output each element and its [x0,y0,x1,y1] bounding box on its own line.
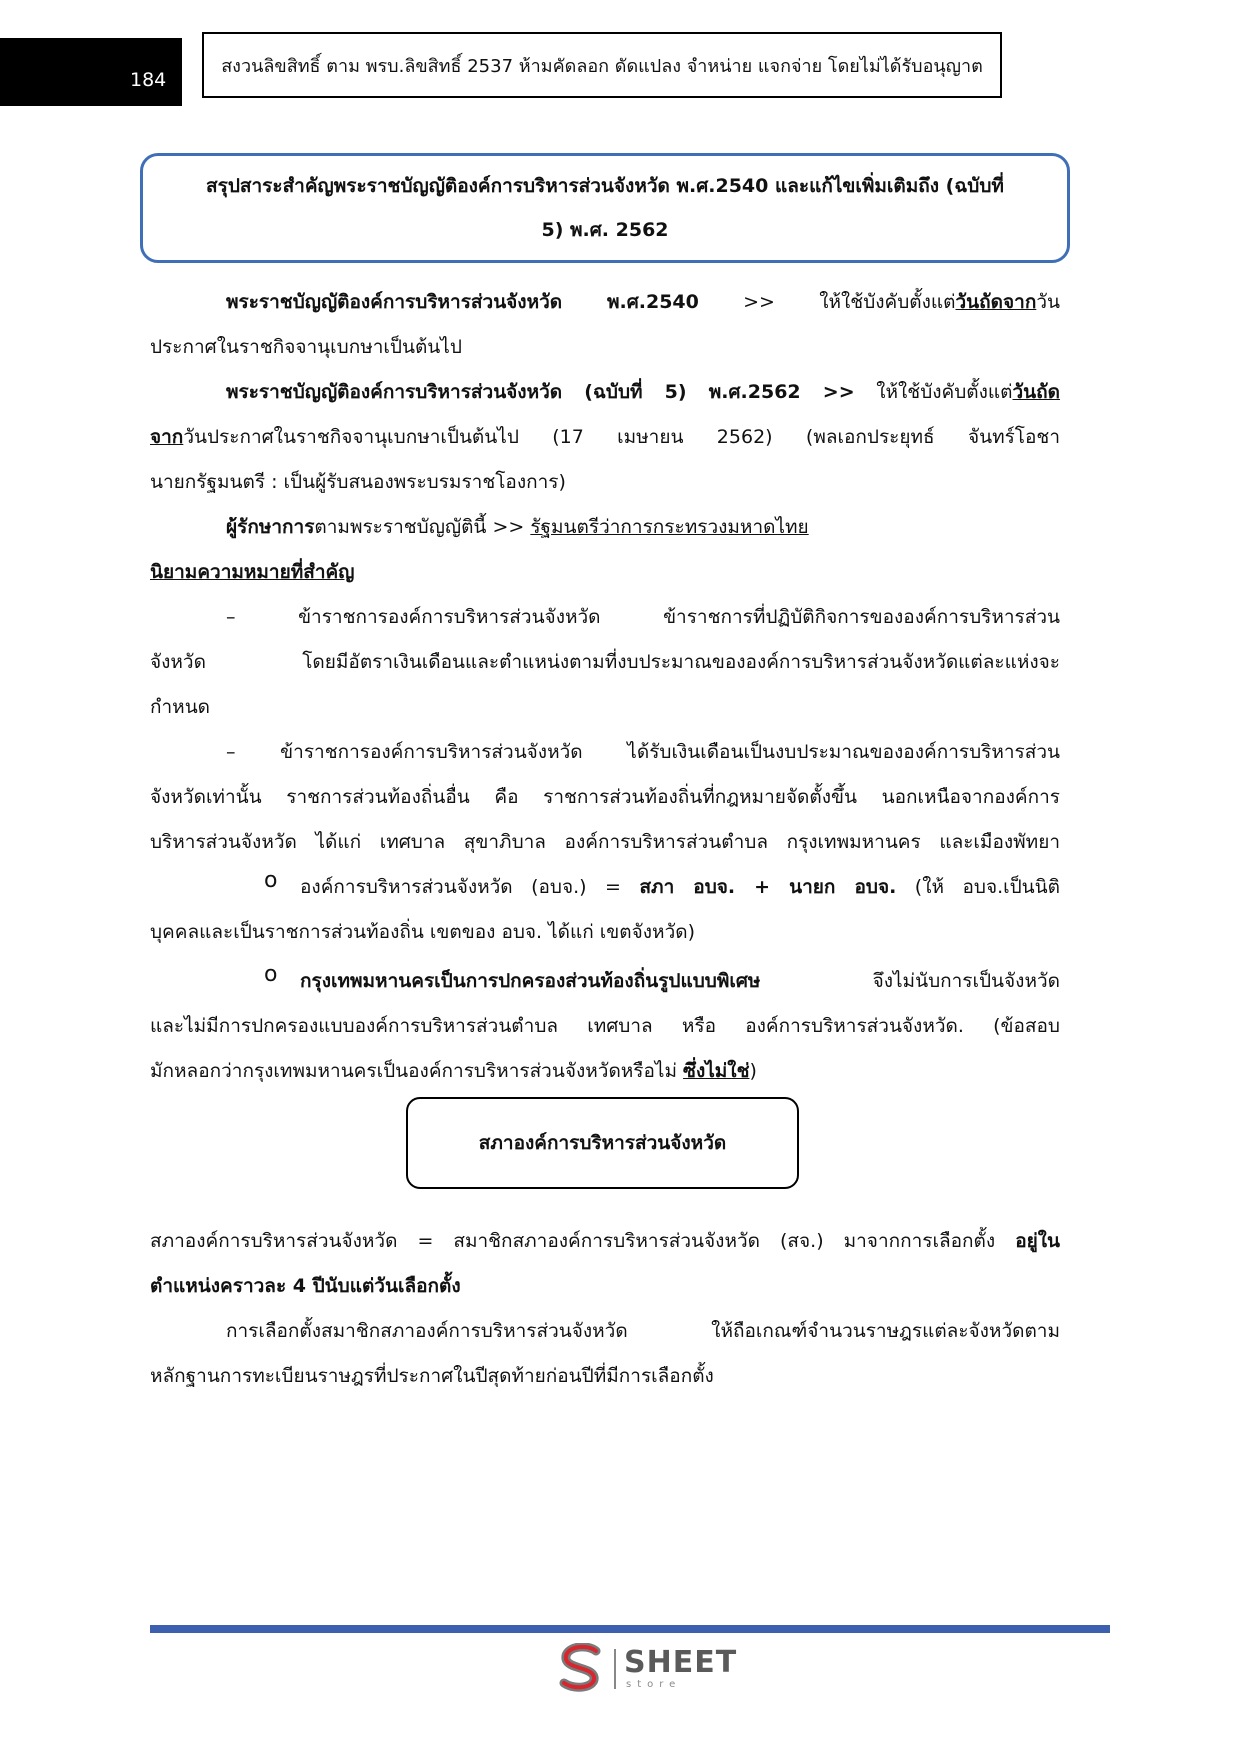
bullet-2-bold: กรุงเทพมหานครเป็นการปกครองส่วนท้องถิ่นรูปแบบพิเศษ [300,970,761,992]
copyright-notice [202,32,1002,98]
act-2562-paragraph [226,377,1060,407]
document-title-box [140,153,1070,263]
bullet-2-line-3 [150,1056,757,1086]
bullet-2-line-1 [300,966,1060,996]
act-2562-next-day: วันถัด [1012,381,1060,403]
act-2562-from: จาก [150,426,184,448]
definitions-heading [150,557,354,587]
logo-divider [614,1649,616,1689]
act-2540-paragraph [226,287,1060,317]
bullet-2-marker: o [264,962,278,987]
definition-1-line-2: จังหวัด โดยมีอัตราเงินเดือนและตำแหน่งตามที่งบประมาณขององค์การบริหารส่วนจังหวัดแต่ละแห่งจะ [150,651,1060,673]
bullet-1-bold: สภา อบจ. + นายก อบจ. [639,876,897,898]
definition-2-line-3: บริหารส่วนจังหวัด ได้แก่ เทศบาล สุขาภิบาล องค์การบริหารส่วนตำบล กรุงเทพมหานคร และเมืองพัทยา [150,831,1060,853]
election-line-2: หลักฐานการทะเบียนราษฎรที่ประกาศในปีสุดท้ายก่อนปีที่มีการเลือกตั้ง [150,1365,714,1387]
definition-1-line-1: – ข้าราชการองค์การบริหารส่วนจังหวัด ข้าราชการที่ปฏิบัติกิจการขององค์การบริหารส่วน [226,606,1060,628]
bullet-1-line-2: บุคคลและเป็นราชการส่วนท้องถิ่น เขตของ อบจ. ได้แก่ เขตจังหวัด) [150,921,695,943]
copyright-text: สงวนลิขสิทธิ์ ตาม พรบ.ลิขสิทธิ์ 2537 ห้ามคัดลอก ดัดแปลง จำหน่าย แจกจ่าย โดยไม่ได้รับอนุญาต [221,55,983,77]
section-title-box [406,1097,799,1189]
custodian-mid: ตามพระราชบัญญัตินี้ >> [314,516,531,538]
definitions-heading-text: นิยามความหมายที่สำคัญ [150,561,355,583]
council-term: ตำแหน่งคราวละ 4 ปีนับแต่วันเลือกตั้ง [150,1275,461,1297]
bullet-1-text: องค์การบริหารส่วนจังหวัด (อบจ.) = [300,876,640,898]
council-line-2 [150,1271,461,1301]
act-2562-title: พระราชบัญญัติองค์การบริหารส่วนจังหวัด (ฉบับที่ 5) พ.ศ.2562 >> [226,381,855,403]
act-2562-effect: ให้ใช้บังคับตั้งแต่ [854,381,1013,403]
bullet-2-answer: ซึ่งไม่ใช่ [683,1060,750,1082]
act-2540-next-day: วันถัดจาก [955,291,1037,313]
act-2562-line-2 [150,422,1060,452]
council-definition: สภาองค์การบริหารส่วนจังหวัด = สมาชิกสภาองค์การบริหารส่วนจังหวัด (สจ.) มาจากการเลือกตั้ง [150,1230,1016,1252]
bullet-1-marker: o [264,868,278,893]
act-2562-date: วันประกาศในราชกิจจานุเบกษาเป็นต้นไป (17 เมษายน 2562) (พลเอกประยุทธ์ จันทร์โอชา [183,426,1060,448]
section-title: สภาองค์การบริหารส่วนจังหวัด [478,1132,727,1154]
title-line-1: สรุปสาระสำคัญพระราชบัญญัติองค์การบริหารส่วนจังหวัด พ.ศ.2540 และแก้ไขเพิ่มเติมถึง (ฉบับที่ [206,175,1004,197]
act-2540-line-2: ประกาศในราชกิจจานุเบกษาเป็นต้นไป [150,336,462,358]
election-line-1: การเลือกตั้งสมาชิกสภาองค์การบริหารส่วนจังหวัด ให้ถือเกณฑ์จำนวนราษฎรแต่ละจังหวัดตาม [226,1320,1060,1342]
sheet-store-logo [556,1643,738,1693]
act-2562-line-3: นายกรัฐมนตรี : เป็นผู้รับสนองพระบรมราชโองการ) [150,471,566,493]
page-number: 184 [130,69,167,91]
bullet-2-line-3-text: มักหลอกว่ากรุงเทพมหานครเป็นองค์การบริหารส่วนจังหวัดหรือไม่ [150,1060,684,1082]
definition-1-line-3: กำหนด [150,696,211,718]
act-2540-title: พระราชบัญญัติองค์การบริหารส่วนจังหวัด พ.ศ.2540 [226,291,699,313]
logo-sub: store [626,1679,682,1690]
logo-word: SHEET [624,1645,738,1680]
act-2540-effect: >> ให้ใช้บังคับตั้งแต่ [698,291,956,313]
definition-2-line-1: – ข้าราชการองค์การบริหารส่วนจังหวัด ได้รับเงินเดือนเป็นงบประมาณขององค์การบริหารส่วน [226,741,1060,763]
definition-2-line-2: จังหวัดเท่านั้น ราชการส่วนท้องถิ่นอื่น คือ ราชการส่วนท้องถิ่นที่กฎหมายจัดตั้งขึ้น นอกเหนือจากองค์การ [150,786,1060,808]
bullet-2-line-3-close: ) [749,1060,757,1082]
bullet-2-line-2: และไม่มีการปกครองแบบองค์การบริหารส่วนตำบล เทศบาล หรือ องค์การบริหารส่วนจังหวัด. (ข้อสอบ [150,1015,1060,1037]
custodian-label: ผู้รักษาการ [226,516,315,538]
bullet-1-tail: (ให้ อบจ.เป็นนิติ [896,876,1060,898]
council-term-start: อยู่ใน [1015,1230,1060,1252]
act-2540-tail: วัน [1036,291,1060,313]
custodian-minister: รัฐมนตรีว่าการกระทรวงมหาดไทย [530,516,809,538]
title-line-2: 5) พ.ศ. 2562 [541,219,669,241]
sheet-store-s-icon [556,1643,608,1695]
council-line-1 [150,1226,1060,1256]
bullet-2-tail: จึงไม่นับการเป็นจังหวัด [760,970,1060,992]
footer-rule [150,1625,1110,1633]
bullet-1-line-1 [300,872,1060,902]
act-custodian [226,512,809,542]
